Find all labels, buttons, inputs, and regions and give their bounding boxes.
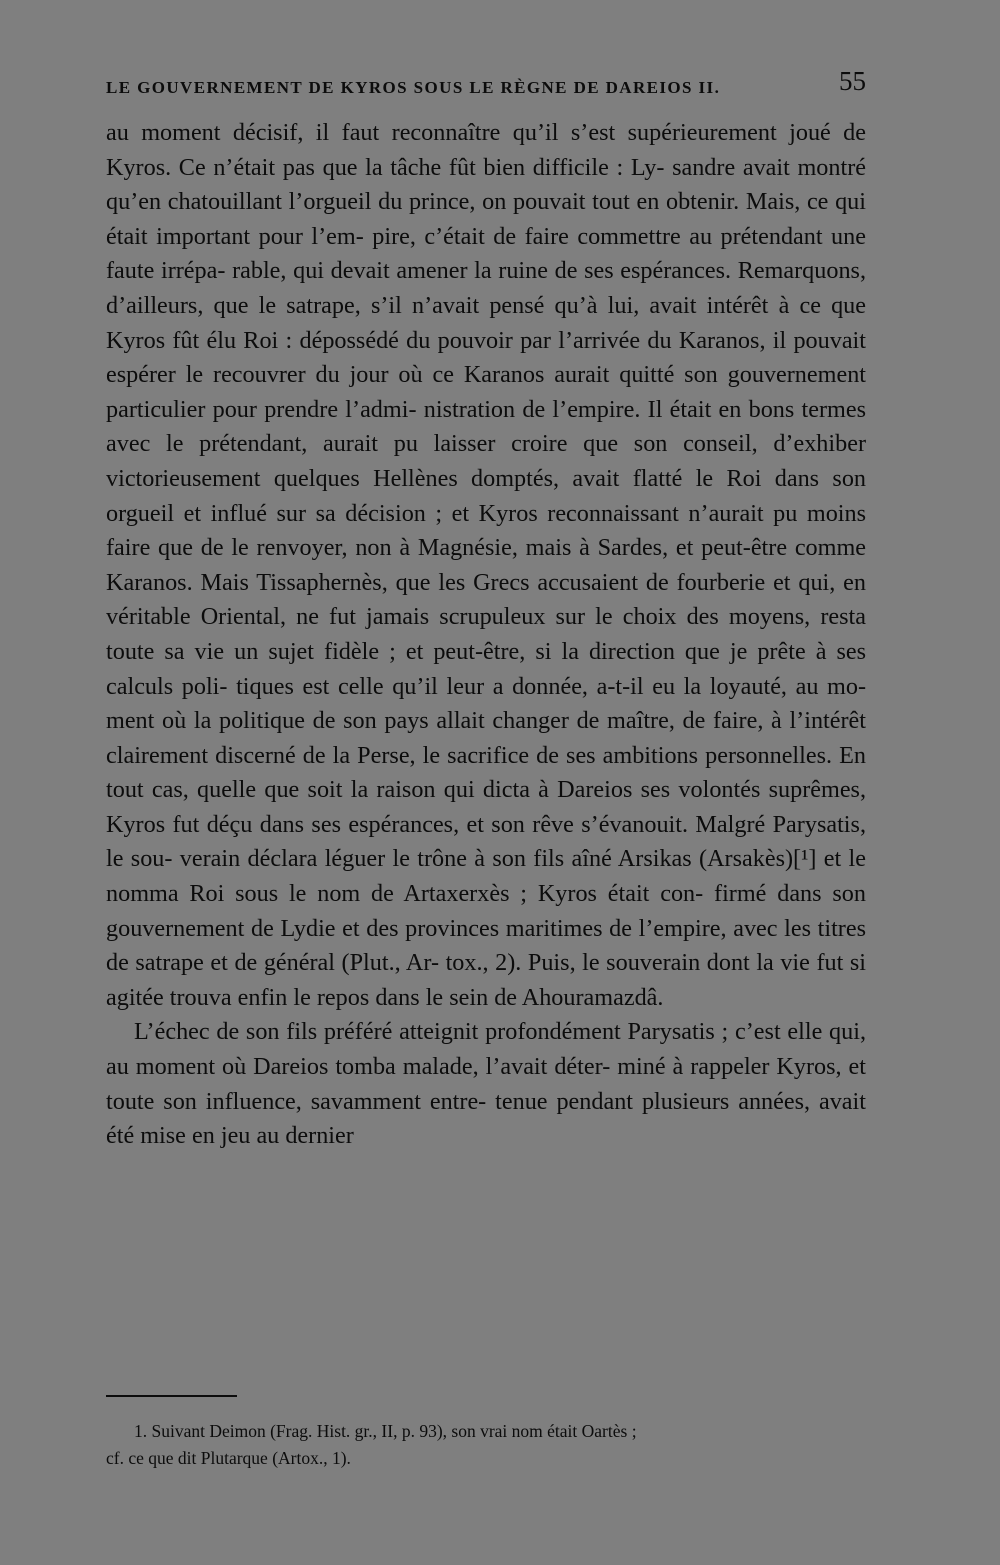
text-line: et le nomma Roi sous le nom de Artaxerxès ; Kyros était con- <box>106 845 867 908</box>
text-line: quelques Hellènes domptés, avait flatté le Roi dans son orgueil <box>106 464 867 527</box>
page-number: 55 <box>839 66 866 96</box>
text-line: aurait quitté son gouvernement particulier pour prendre l’admi- <box>106 361 867 423</box>
footnote-rule <box>106 1395 237 1397</box>
text-line: joué de Kyros. Ce n’était pas que la tâche fût bien difficile : Ly- <box>106 119 866 181</box>
text-line: scrupuleux sur le choix des moyens, resta toute sa vie un sujet <box>106 603 866 665</box>
text-line: ment où la politique de son pays allait changer de maître, de <box>106 707 706 735</box>
paragraph-1 <box>106 116 866 1015</box>
text-line: firmé dans son gouvernement de Lydie et des provinces maritimes <box>106 880 866 942</box>
text-line: pire, c’était de faire commettre au prétendant une faute irrépa- <box>106 222 866 285</box>
text-line: de l’empire, avec les titres de satrape et de général (Plut., Ar- <box>106 914 867 977</box>
text-line: moins faire que de le renvoyer, non à Magnésie, mais à Sardes, <box>106 499 867 562</box>
text-line: du Karanos, il pouvait espérer le recouvrer du jour où ce Karanos <box>106 326 866 389</box>
text-line: ses ambitions personnelles. En tout cas, quelle que soit la raison <box>106 741 866 804</box>
text-line: faire, à l’intérêt clairement discerné de la Perse, le sacrifice de <box>106 707 866 769</box>
text-line: accusaient de fourberie et qui, en véritable Oriental, ne fut jamais <box>106 568 866 631</box>
text-line: le repos dans le sein de Ahouramazdâ. <box>293 983 664 1011</box>
running-title: LE GOUVERNEMENT DE KYROS SOUS LE RÈGNE DE DAREIOS II. <box>106 78 721 97</box>
text-line: tiques est celle qu’il leur a donnée, a-t-il eu la loyauté, au mo- <box>236 672 866 700</box>
text-line: ses espérances, et son rêve s’évanouit. Malgré Parysatis, le sou- <box>106 810 866 873</box>
footnote-line-2: cf. ce que dit Plutarque (Artox., 1). <box>106 1448 351 1468</box>
footnote <box>106 1418 866 1472</box>
text-line: aurait pu laisser croire que son conseil, d’exhiber victorieusement <box>106 430 866 492</box>
paragraph-2 <box>106 1015 866 1153</box>
text-line: et influé sur sa décision ; et Kyros reconnaissant n’aurait pu <box>183 499 798 527</box>
text-line: au moment décisif, il faut reconnaître qu’il s’est supérieurement <box>106 119 777 146</box>
text-line: verain déclara léguer le trône à son fils aîné Arsikas (Arsakès)[¹] <box>179 845 817 873</box>
text-line: L’échec de son fils préféré atteignit profondément Parysatis ; <box>134 1018 729 1046</box>
text-line: rable, qui devait amener la ruine de ses espérances. Remarquons, <box>232 257 866 285</box>
text-line: qui dicta à Dareios ses volontés suprêmes, Kyros fut déçu dans <box>106 776 867 838</box>
body-text <box>106 116 866 1154</box>
text-line: sandre avait montré qu’en chatouillant l’orgueil du prince, on <box>106 153 866 216</box>
text-line: c’est elle qui, au moment où Dareios tomba malade, l’avait déter- <box>106 1018 866 1081</box>
text-line: et peut-être comme Karanos. Mais Tissaphernès, que les Grecs <box>106 534 867 596</box>
text-line: tox., 2). Puis, le souverain dont la vie fut si agitée trouva enfin <box>106 949 867 1011</box>
text-line: tenue pendant plusieurs années, avait été mise en jeu au dernier <box>106 1087 866 1150</box>
text-line: fidèle ; et peut-être, si la direction que je prête à ses calculs poli- <box>106 637 867 700</box>
text-line: d’ailleurs, que le satrape, s’il n’avait pensé qu’à lui, avait intérêt <box>106 291 769 319</box>
text-line: pouvait tout en obtenir. Mais, ce qui était important pour l’em- <box>106 188 866 250</box>
text-line: nistration de l’empire. Il était en bons termes avec le prétendant, <box>106 395 867 458</box>
page-header <box>106 66 866 106</box>
footnote-line-1: 1. Suivant Deimon (Frag. Hist. gr., II, p. 93), son vrai nom était Oartès ; <box>134 1421 637 1441</box>
text-line: miné à rappeler Kyros, et toute son influence, savamment entre- <box>106 1053 866 1115</box>
text-line: à ce que Kyros fût élu Roi : dépossédé du pouvoir par l’arrivée <box>106 291 867 354</box>
